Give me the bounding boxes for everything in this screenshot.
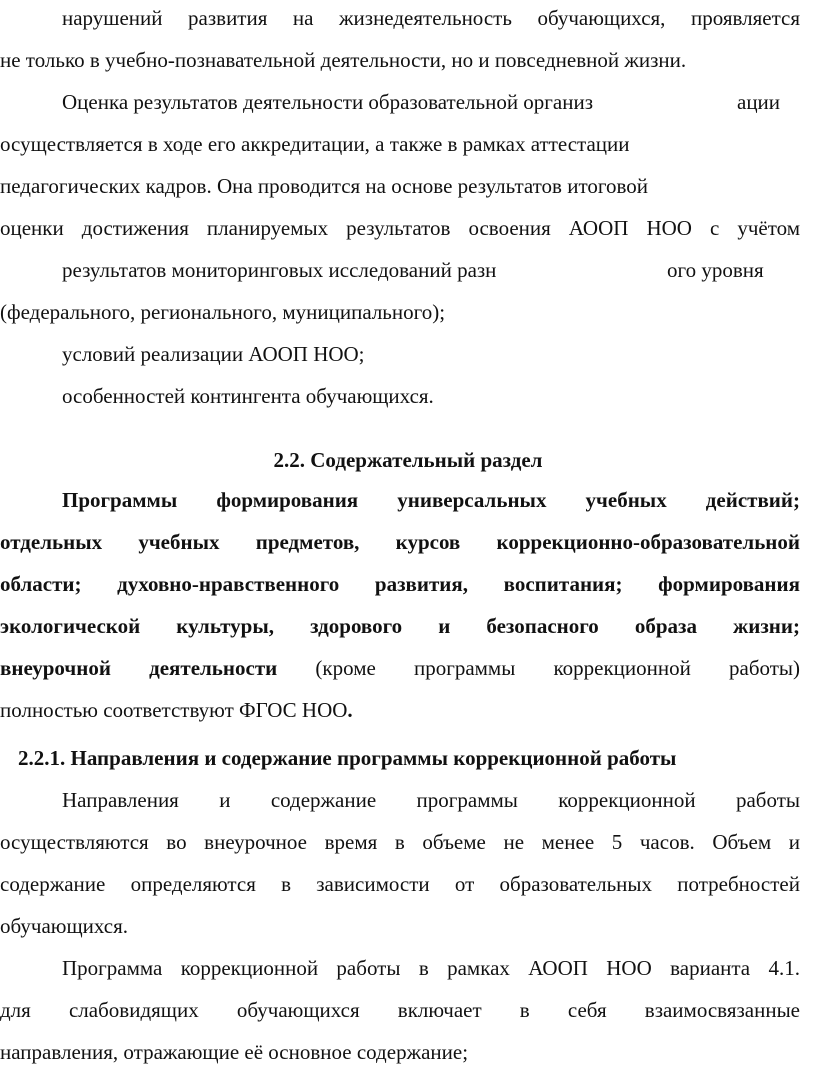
text-line: содержание определяются в зависимости от образовательных потребностей [0,872,800,896]
text-line-fragment: ации [737,90,781,114]
bold-period: . [347,698,353,722]
text-line: осуществляются во внеурочное время в объеме не менее 5 часов. Объем и [0,830,800,854]
text-line [0,658,800,679]
bold-text-line: экологической культуры, здорового и безопасного образа жизни; [0,614,800,638]
text-line: (федерального, регионального, муниципального); [0,300,446,324]
text-line: не только в учебно-познавательной деятельности, но и повседневной жизни. [0,48,687,72]
bold-text-line: отдельных учебных предметов, курсов коррекционно-образовательной [0,530,800,554]
subsection-heading: 2.2.1. Направления и содержание программы коррекционной работы [18,746,677,770]
list-item: условий реализации АООП НОО; [62,342,365,366]
list-item: особенностей контингента обучающихся. [62,384,434,408]
text-line [0,700,353,721]
text-line: для слабовидящих обучающихся включает в себя взаимосвязанные [0,998,800,1022]
section-heading: 2.2. Содержательный раздел [273,448,543,472]
text-line: осуществляется в ходе его аккредитации, а также в рамках аттестации [0,132,630,156]
text-line: обучающихся. [0,914,128,938]
text-line: нарушений развития на жизнедеятельность обучающихся, проявляется [62,6,800,30]
text-line: педагогических кадров. Она проводится на основе результатов итоговой [0,174,648,198]
bold-text-line: области; духовно-нравственного развития, воспитания; формирования [0,572,800,596]
text-fragment: полностью соответствуют ФГОС НОО [0,698,348,722]
text-fragment: (кроме программы коррекционной работы) [277,656,800,680]
text-line: Программа коррекционной работы в рамках АООП НОО варианта 4.1. [62,956,800,980]
bold-fragment: внеурочной деятельности [0,656,278,680]
text-line: оценки достижения планируемых результатов освоения АООП НОО с учётом [0,216,800,240]
text-line: Оценка результатов деятельности образовательной организ [62,90,594,114]
text-line-fragment: ого уровня [667,258,764,282]
bold-text-line: Программы формирования универсальных учебных действий; [62,488,800,512]
text-line: Направления и содержание программы коррекционной работы [62,788,800,812]
text-line: направления, отражающие её основное содержание; [0,1040,469,1064]
text-line: результатов мониторинговых исследований разн [62,258,497,282]
